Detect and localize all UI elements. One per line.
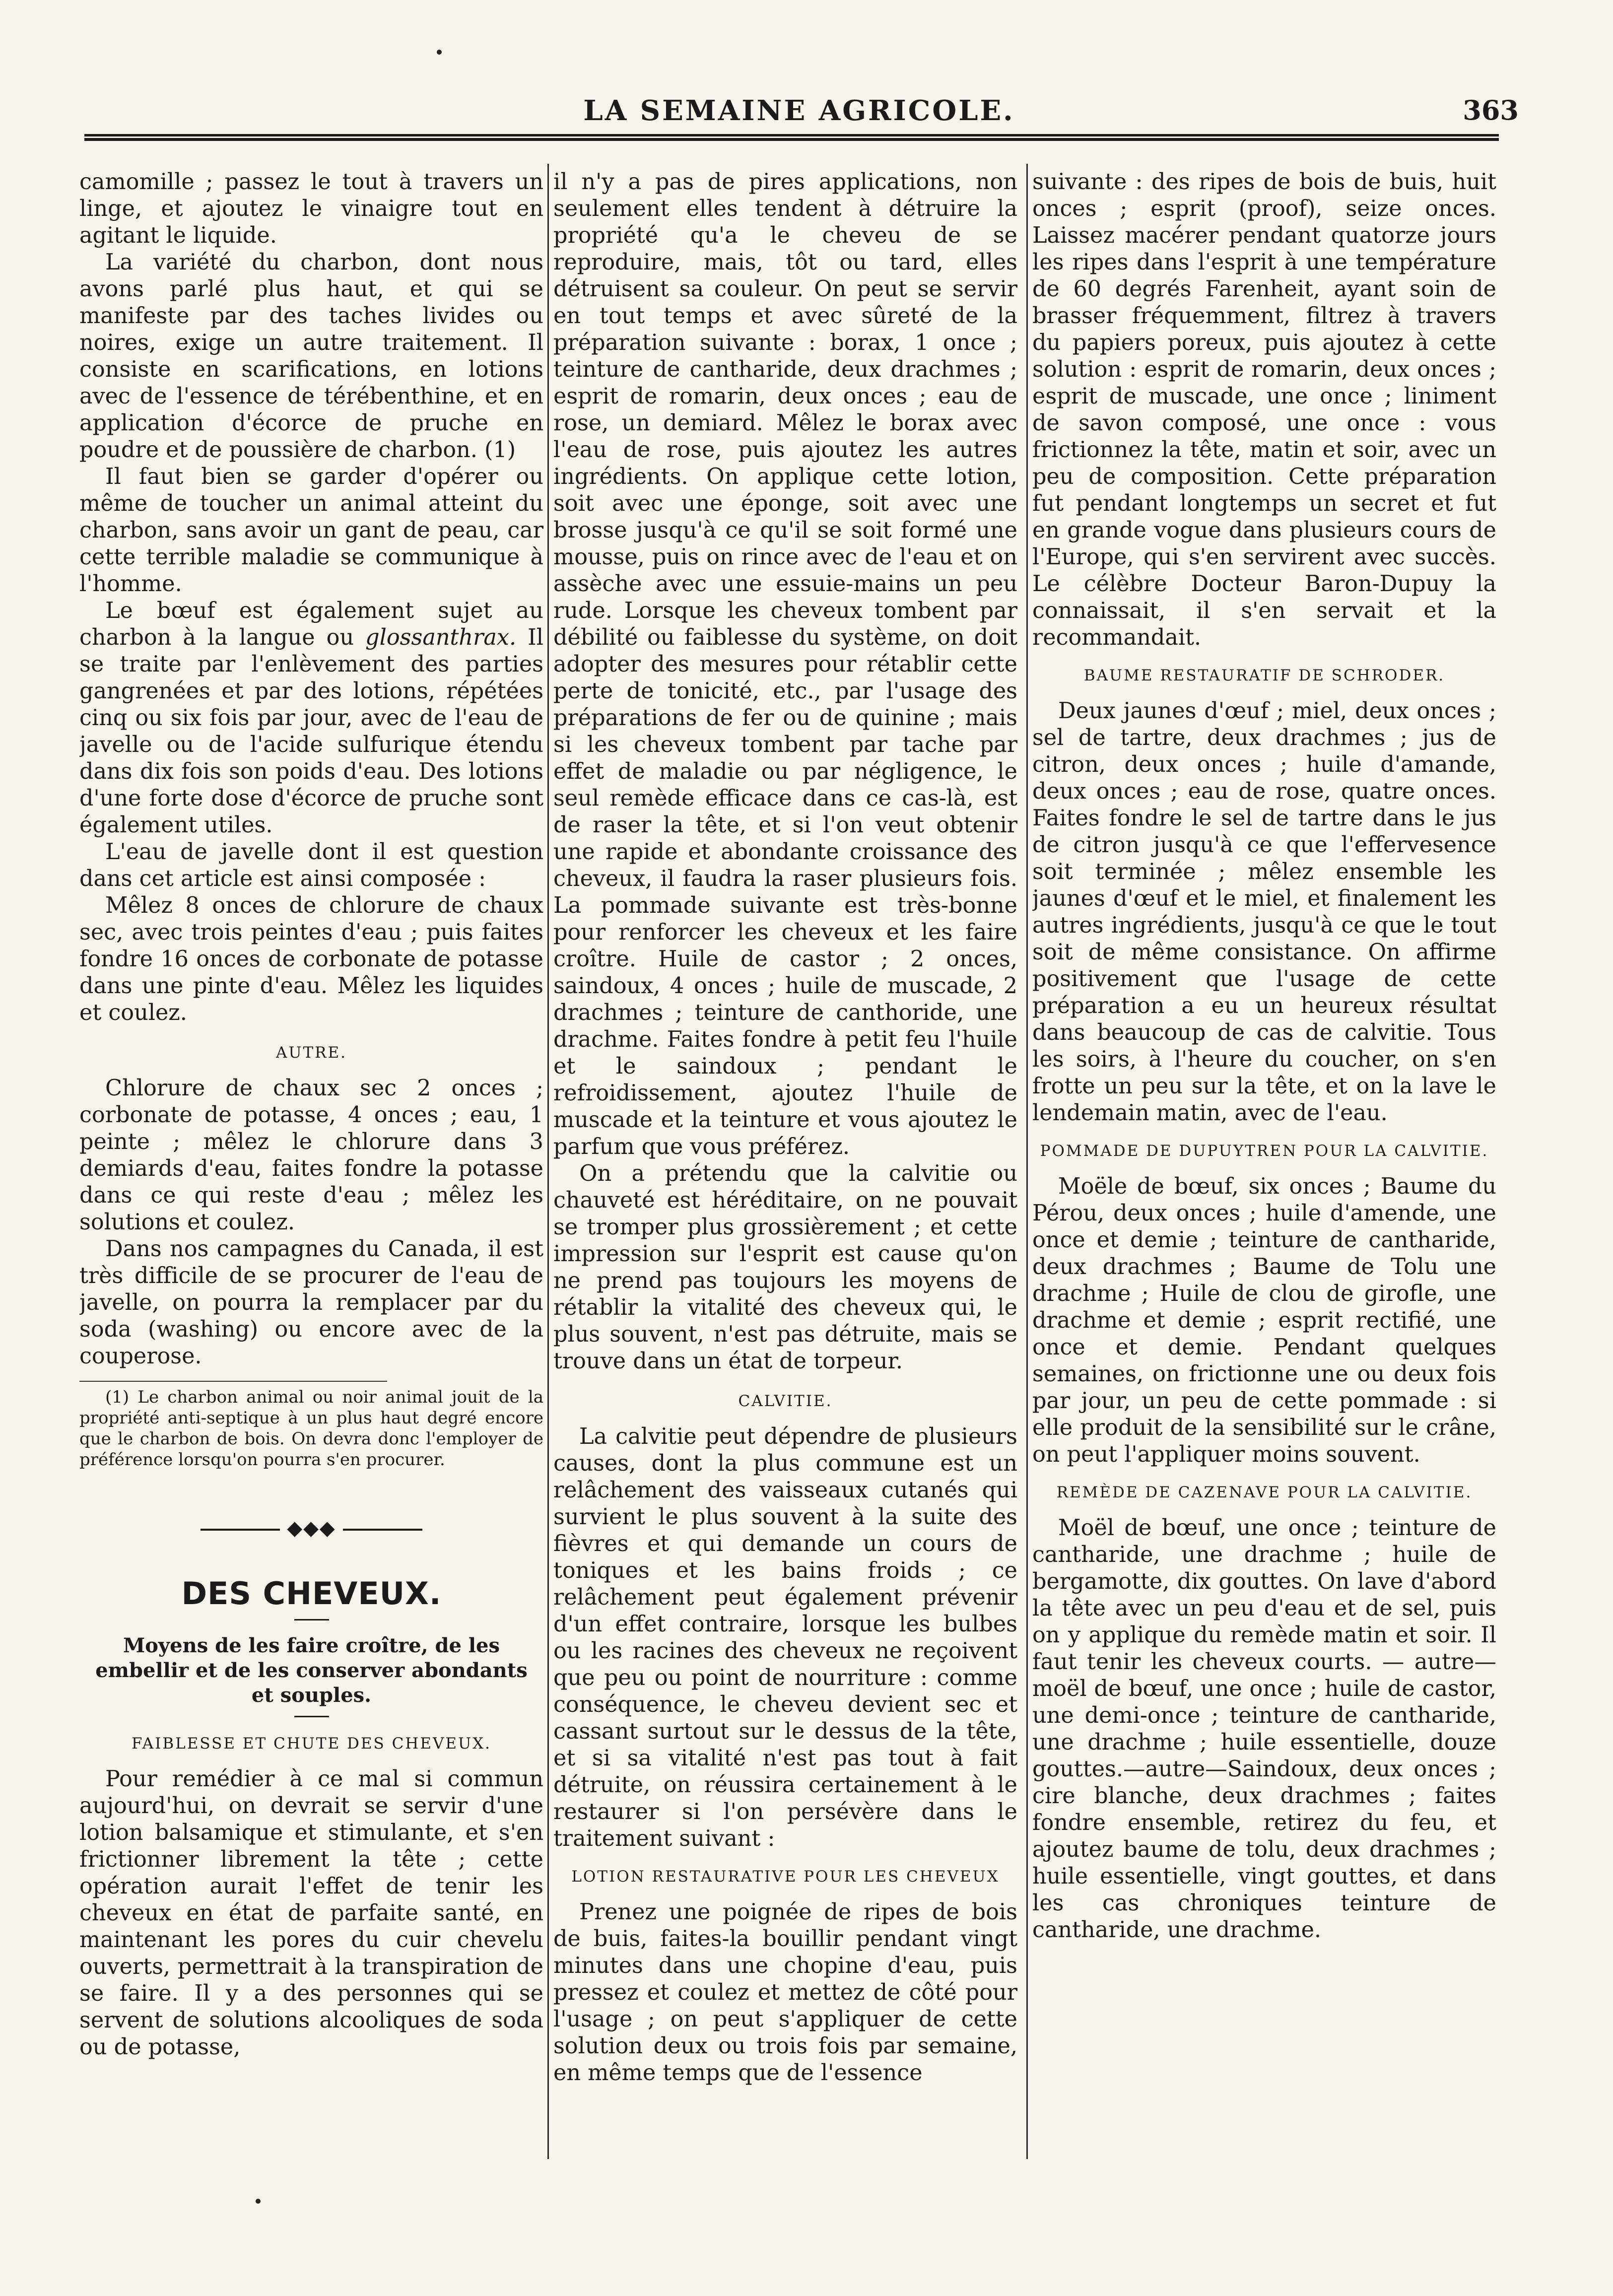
- subheading-autre: AUTRE.: [275, 1044, 347, 1062]
- paragraph: camomille ; passez le tout à travers un linge, et ajoutez le vinaigre tout en agitant le liquide.: [79, 169, 543, 248]
- subheading-calvitie: CALVITIE.: [738, 1392, 833, 1410]
- subtitle-rule: [294, 1716, 329, 1717]
- paragraph: [79, 598, 543, 839]
- footnote-separator: [79, 1381, 387, 1382]
- publication-title: LA SEMAINE AGRICOLE.: [583, 94, 1015, 127]
- subheading-lotion: LOTION RESTAURATIVE POUR LES CHEVEUX: [571, 1868, 1000, 1886]
- speck: [437, 50, 442, 55]
- text-run: Il se traite par l'enlèvement des parties gangrenées et par des lotions, répétées cinq ou six fois par jour, avec de l'eau de javelle ou de l'acide sulfurique étendu dans dix fois son poids d'eau. Des lotions d'une forte dose d'écorce de pruche sont également utiles.: [79, 625, 543, 838]
- column-divider: [547, 164, 549, 2159]
- italic-term: glossanthrax.: [365, 625, 517, 650]
- ornament-bar: [201, 1529, 280, 1531]
- ornament-glyph: ◆◆◆: [287, 1517, 336, 1540]
- page-number: 363: [1463, 94, 1519, 126]
- title-rule: [294, 1619, 329, 1621]
- paragraph: il n'y a pas de pires applications, non seulement elles tendent à détruire la propriété qu'a le cheveu de se reproduire, mais, tôt ou tard, elles détruisent sa couleur. On peut se servir en tout temps et avec sûreté de la préparation suivante : borax, 1 once ; teinture de cantharide, deux drachmes ; esprit de romarin, deux onces ; eau de rose, un demiard. Mêlez le borax avec l'eau de rose, puis ajoutez les autres ingrédients. On applique cette lotion, soit avec une éponge, soit avec une brosse jusqu'à ce qu'il se soit formé une mousse, puis on rince avec de l'eau et on assèche avec une essuie-mains un peu rude. Lorsque les cheveux tombent par débilité ou faiblesse du système, on doit adopter des mesures pour rétablir cette perte de tonicité, etc., par l'usage des préparations de fer ou de quinine ; mais si les cheveux tombent par tache par effet de maladie ou par négligence, le seul remède efficace dans ce cas-là, est de raser la tête, et si l'on veut obtenir une rapide et abondante croissance des cheveux, il faudra la raser plusieurs fois. La pommade suivante est très-bonne pour renforcer les cheveux et les faire croître. Huile de castor ; 2 onces, saindoux, 4 onces ; huile de muscade, 2 drachmes ; teinture de canthoride, une drachme. Faites fondre à petit feu l'huile et le saindoux ; pendant le refroidissement, ajoutez l'huile de muscade et la teinture et vous ajoutez le parfum que vous préférez.: [553, 169, 1017, 1159]
- paragraph: Moële de bœuf, six onces ; Baume du Pérou, deux onces ; huile d'amende, une once et demie ; teinture de cantharide, deux drachmes ; Baume de Tolu une drachme ; Huile de clou de girofle, une drachme et demie ; esprit rectifié, une once et demie. Pendant quelques semaines, on frictionne une ou deux fois par jour, un peu de cette pommade : si elle produit de la sensibilité sur le crâne, on peut l'appliquer moins souvent.: [1032, 1174, 1496, 1467]
- footnote: (1) Le charbon animal ou noir animal jouit de la propriété anti-septique à un plus haut degré encore que le charbon de bois. On devra donc l'employer de préférence lorsqu'on pourra s'en procurer.: [79, 1387, 543, 1470]
- paragraph: La calvitie peut dépendre de plusieurs causes, dont la plus commune est un relâchement des vaisseaux cutanés qui survient le plus souvent à la suite des fièvres et qui demande un cours de toniques et les bains froids ; ce relâchement peut également prévenir d'un effet contraire, lorsque les bulbes ou les racines des cheveux ne reçoivent que peu ou point de nourriture : comme conséquence, le cheveu devient sec et cassant surtout sur le dessus de la tête, et si sa vitalité n'est pas tout à fait détruite, on réussira certainement à le restaurer si l'on persévère dans le traitement suivant :: [553, 1424, 1017, 1851]
- column-3: [1032, 169, 1496, 2154]
- section-title: DES CHEVEUX.: [181, 1575, 442, 1612]
- subheading-faiblesse: FAIBLESSE ET CHUTE DES CHEVEUX.: [131, 1735, 492, 1753]
- header-rule: [84, 134, 1499, 141]
- paragraph: On a prétendu que la calvitie ou chauveté est héréditaire, on ne pouvait se tromper plus grossièrement ; et cette impression sur l'esprit est cause qu'on ne prend pas toujours les moyens de rétablir la vitalité des cheveux qui, le plus souvent, n'est pas détruite, mais se trouve dans un état de torpeur.: [553, 1161, 1017, 1374]
- speck: [256, 2199, 261, 2204]
- section-subtitle: Moyens de les faire croître, de les embellir et de les conserver abondants et souples.: [95, 1634, 528, 1707]
- paragraph: Il faut bien se garder d'opérer ou même de toucher un animal atteint du charbon, sans avoir un gant de peau, car cette terrible maladie se communique à l'homme.: [79, 464, 543, 597]
- section-ornament: [79, 1515, 543, 1542]
- paragraph: La variété du charbon, dont nous avons parlé plus haut, et qui se manifeste par des taches livides ou noires, exige un autre traitement. Il consiste en scarifications, en lotions avec de l'essence de térébenthine, et en application d'écorce de pruche en poudre et de poussière de charbon. (1): [79, 250, 543, 463]
- paragraph: Chlorure de chaux sec 2 onces ; corbonate de potasse, 4 onces ; eau, 1 peinte ; mêlez le chlorure dans 3 demiards d'eau, faites fondre la potasse dans ce qui reste d'eau ; mêlez les solutions et coulez.: [79, 1076, 543, 1235]
- paragraph: Moël de bœuf, une once ; teinture de cantharide, une drachme ; huile de bergamotte, dix gouttes. On lave d'abord la tête avec un peu d'eau et de sel, puis on y applique du remède matin et soir. Il faut tenir les cheveux courts. — autre—moël de bœuf, une once ; huile de castor, une demi-once ; teinture de cantharide, une drachme ; huile essentielle, douze gouttes.—autre—Saindoux, deux onces ; cire blanche, deux drachmes ; faites fondre ensemble, retirez du feu, et ajoutez baume de tolu, deux drachmes ; huile essentielle, vingt gouttes, et dans les cas chroniques teinture de cantharide, une drachme.: [1032, 1515, 1496, 1943]
- column-divider: [1026, 164, 1028, 2159]
- column-1: [79, 169, 543, 2154]
- text-run: Le bœuf est également sujet au charbon à la langue ou: [79, 598, 543, 650]
- paragraph: Dans nos campagnes du Canada, il est très difficile de se procurer de l'eau de javelle, on pourra la remplacer par du soda (washing) ou encore avec de la couperose.: [79, 1236, 543, 1369]
- paragraph: Mêlez 8 onces de chlorure de chaux sec, avec trois peintes d'eau ; puis faites fondre 16 onces de corbonate de potasse dans une pinte d'eau. Mêlez les liquides et coulez.: [79, 893, 543, 1025]
- ornament-bar: [343, 1529, 422, 1531]
- paragraph: Deux jaunes d'œuf ; miel, deux onces ; sel de tartre, deux drachmes ; jus de citron, deux onces ; huile d'amande, deux onces ; eau de rose, quatre onces. Faites fondre le sel de tartre dans le jus de citron jusqu'à ce que l'effervesence soit terminée ; mêlez ensemble les jaunes d'œuf et le miel, et finalement les autres ingrédients, jusqu'à ce que le tout soit de même consistance. On affirme positivement que l'usage de cette préparation a eu un heureux résultat dans beaucoup de cas de calvitie. Tous les soirs, à l'heure du coucher, on s'en frotte un peu sur la tête, et on la lave le lendemain matin, avec de l'eau.: [1032, 698, 1496, 1126]
- subheading-dupuytren: POMMADE DE DUPUYTREN POUR LA CALVITIE.: [1040, 1142, 1489, 1160]
- paragraph: L'eau de javelle dont il est question dans cet article est ainsi composée :: [79, 839, 543, 891]
- paragraph: Prenez une poignée de ripes de bois de buis, faites-la bouillir pendant vingt minutes dans une chopine d'eau, puis pressez et coulez et mettez de côté pour l'usage ; on peut s'appliquer de cette solution deux ou trois fois par semaine, en même temps que de l'essence: [553, 1899, 1017, 2086]
- subheading-baume: BAUME RESTAURATIF DE SCHRODER.: [1083, 667, 1445, 684]
- column-2: [553, 169, 1017, 2154]
- subheading-cazenave: REMÈDE DE CAZENAVE POUR LA CALVITIE.: [1056, 1484, 1473, 1501]
- paragraph: suivante : des ripes de bois de buis, huit onces ; esprit (proof), seize onces. Laissez macérer pendant quatorze jours les ripes dans l'esprit à une température de 60 degrés Farenheit, ayant soin de brasser fréquemment, filtrez à travers du papiers poreux, puis ajoutez à cette solution : esprit de romarin, deux onces ; esprit de muscade, une once ; liniment de savon composé, une once : vous frictionnez la tête, matin et soir, avec un peu de composition. Cette préparation fut pendant longtemps un secret et fut en grande vogue dans plusieurs cours de l'Europe, qui s'en servirent avec succès. Le célèbre Docteur Baron-Dupuy la connaissait, il s'en servait et la recommandait.: [1032, 169, 1496, 650]
- paragraph: Pour remédier à ce mal si commun aujourd'hui, on devrait se servir d'une lotion balsamique et stimulante, et s'en frictionner librement la tête ; cette opération aurait l'effet de tenir les cheveux en état de parfaite santé, en maintenant les pores du cuir chevelu ouverts, permettrait à la transpiration de se faire. Il y a des personnes qui se servent de solutions alcooliques de soda ou de potasse,: [79, 1766, 543, 2060]
